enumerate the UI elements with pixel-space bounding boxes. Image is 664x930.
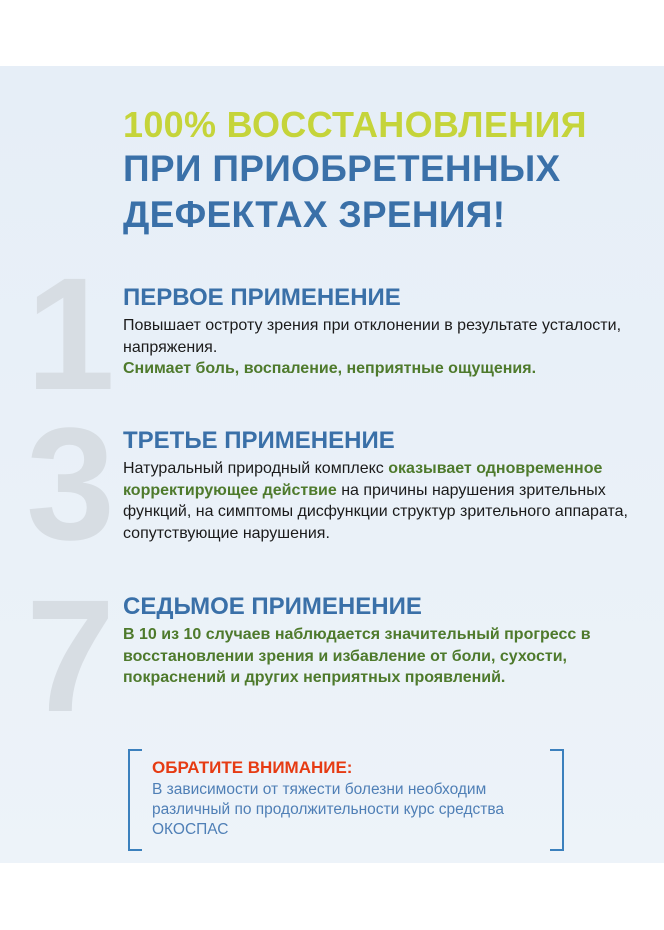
section-highlight: В 10 из 10 случаев наблюдается значительный прогресс в восстановлении зрения и избавление от боли, сухости, покраснений и других неприятных проявлений. xyxy=(123,626,591,686)
headline-line-2: ПРИ ПРИОБРЕТЕННЫХ xyxy=(123,148,561,189)
section-text xyxy=(123,624,643,689)
section-title: ПЕРВОЕ ПРИМЕНЕНИЕ xyxy=(123,284,401,311)
left-bracket xyxy=(128,749,142,851)
section-text xyxy=(123,458,643,544)
notice-text: В зависимости от тяжести болезни необходим различный по продолжительности курс средства ОКОСПАС xyxy=(152,781,505,838)
section-body-start: Натуральный природный комплекс xyxy=(123,460,389,477)
section-third-use xyxy=(123,426,643,544)
section-body-end: на причины нарушения зрительных функций, на симптомы дисфункции структур зрительного аппарата, сопутствующие нарушения. xyxy=(123,481,628,542)
section-title: ТРЕТЬЕ ПРИМЕНЕНИЕ xyxy=(123,427,395,454)
section-first-use xyxy=(123,283,643,380)
attention-notice xyxy=(128,749,564,847)
headline-line-1: 100% ВОССТАНОВЛЕНИЯ xyxy=(123,104,587,145)
headline xyxy=(123,104,587,238)
headline-line-3: ДЕФЕКТАХ ЗРЕНИЯ! xyxy=(123,194,506,235)
section-title: СЕДЬМОЕ ПРИМЕНЕНИЕ xyxy=(123,593,422,620)
big-number-1: 1 xyxy=(26,244,115,423)
section-body: Повышает остроту зрения при отклонении в результате усталости, напряжения. xyxy=(123,317,622,356)
section-highlight: Снимает боль, воспаление, неприятные ощущения. xyxy=(123,360,537,377)
section-text xyxy=(123,315,643,380)
section-highlight: оказывает одновременное корректирующее действие xyxy=(123,460,603,499)
notice-title: ОБРАТИТЕ ВНИМАНИЕ: xyxy=(152,758,353,777)
big-number-7: 7 xyxy=(26,566,115,745)
right-bracket xyxy=(550,749,564,851)
big-number-3: 3 xyxy=(26,394,115,573)
section-seventh-use xyxy=(123,592,643,689)
